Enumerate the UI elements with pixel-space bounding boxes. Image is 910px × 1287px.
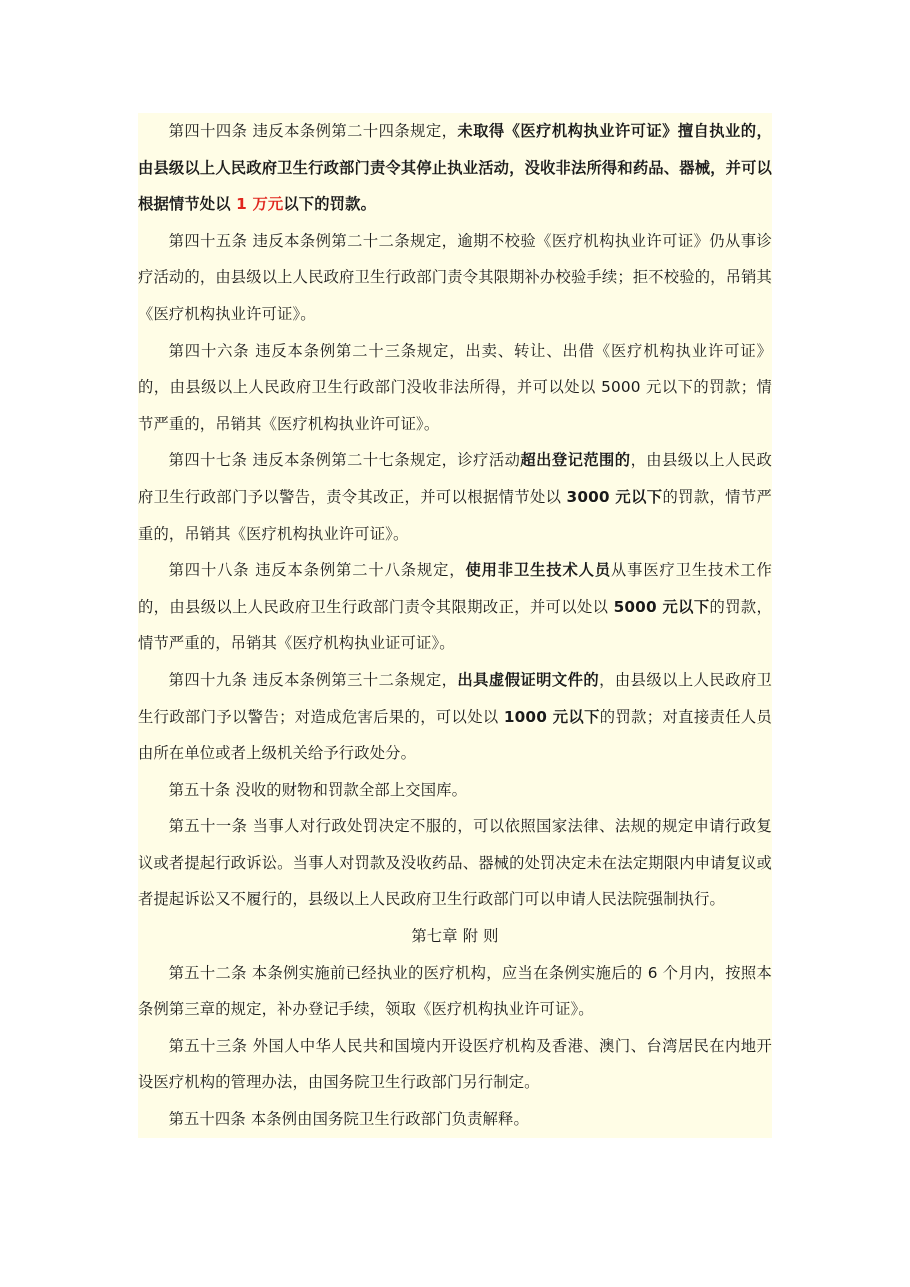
article-48-intro: 第四十八条 违反本条例第二十八条规定，: [168, 561, 466, 580]
article-49-end: 的罚款；对直接责任人员由所在单位或者上级机关给予行政处分。: [138, 707, 772, 763]
article-49-intro: 第四十九条 违反本条例第三十二条规定，: [168, 670, 458, 689]
article-47-end: 的罚款，情节严重的，吊销其《医疗机构执业许可证》。: [138, 487, 772, 543]
article-48: [138, 552, 772, 662]
article-46: 第四十六条 违反本条例第二十三条规定，出卖、转让、出借《医疗机构执业许可证》的，由县级以上人民政府卫生行政部门没收非法所得，并可以处以 5000 元以下的罚款；情节严重的，吊销其《医疗机构执业许可证》。: [138, 341, 772, 433]
article-53: 第五十三条 外国人中华人民共和国境内开设医疗机构及香港、澳门、台湾居民在内地开设医疗机构的管理办法，由国务院卫生行政部门另行制定。: [138, 1036, 772, 1092]
chapter-7-heading: 第七章 附 则: [411, 927, 499, 946]
article-49-fine-amount: 1000 元以下: [503, 707, 600, 726]
document-body: [138, 113, 772, 1138]
article-49-middle: ，由县级以上人民政府卫生行政部门予以警告；对造成危害后果的，可以处以: [138, 670, 773, 726]
article-47-emphasis: 超出登记范围的: [520, 451, 631, 470]
article-48-end: 的罚款，情节严重的，吊销其《医疗机构执业证可证》。: [138, 597, 772, 653]
article-50: 第五十条 没收的财物和罚款全部上交国库。: [168, 780, 468, 799]
article-48-emphasis: 使用非卫生技术人员: [465, 561, 611, 580]
article-48-middle: 从事医疗卫生技术工作的，由县级以上人民政府卫生行政部门责令其限期改正，并可以处以: [138, 561, 772, 616]
article-47-intro: 第四十七条 违反本条例第二十七条规定，诊疗活动: [168, 451, 521, 470]
article-47: [138, 442, 772, 552]
article-47-fine-amount: 3000 元以下: [566, 487, 663, 506]
article-47-middle: ，由县级以上人民政府卫生行政部门予以警告，责令其改正，并可以根据情节处以: [138, 451, 772, 506]
article-51: 第五十一条 当事人对行政处罚决定不服的，可以依照国家法律、法规的规定申请行政复议或者提起行政诉讼。当事人对罚款及没收药品、器械的处罚决定未在法定期限内申请复议或者提起诉讼又不履行的，县级以上人民政府卫生行政部门可以申请人民法院强制执行。: [138, 817, 772, 909]
article-49-emphasis: 出具虚假证明文件的: [457, 670, 600, 689]
article-44-fine-amount: 1 万元: [236, 195, 284, 214]
article-45: 第四十五条 违反本条例第二十二条规定，逾期不校验《医疗机构执业许可证》仍从事诊疗活动的，由县级以上人民政府卫生行政部门责令其限期补办校验手续；拒不校验的，吊销其《医疗机构执业许可证》。: [138, 231, 772, 323]
article-44-fine-suffix: 以下的罚款。: [283, 195, 377, 214]
article-44-intro: 第四十四条 违反本条例第二十四条规定，: [168, 122, 458, 140]
article-54: 第五十四条 本条例由国务院卫生行政部门负责解释。: [168, 1110, 529, 1129]
article-44-emphasis: 未取得《医疗机构执业许可证》擅自执业的，由县级以上人民政府卫生行政部门责令其停止执业活动，没收非法所得和药品、器械，并可以根据情节处以: [138, 122, 772, 214]
article-48-fine-amount: 5000 元以下: [613, 597, 710, 616]
article-49: [138, 662, 772, 772]
article-44: [138, 113, 772, 223]
article-52: 第五十二条 本条例实施前已经执业的医疗机构，应当在条例实施后的 6 个月内，按照本条例第三章的规定，补办登记手续，领取《医疗机构执业许可证》。: [138, 963, 772, 1019]
